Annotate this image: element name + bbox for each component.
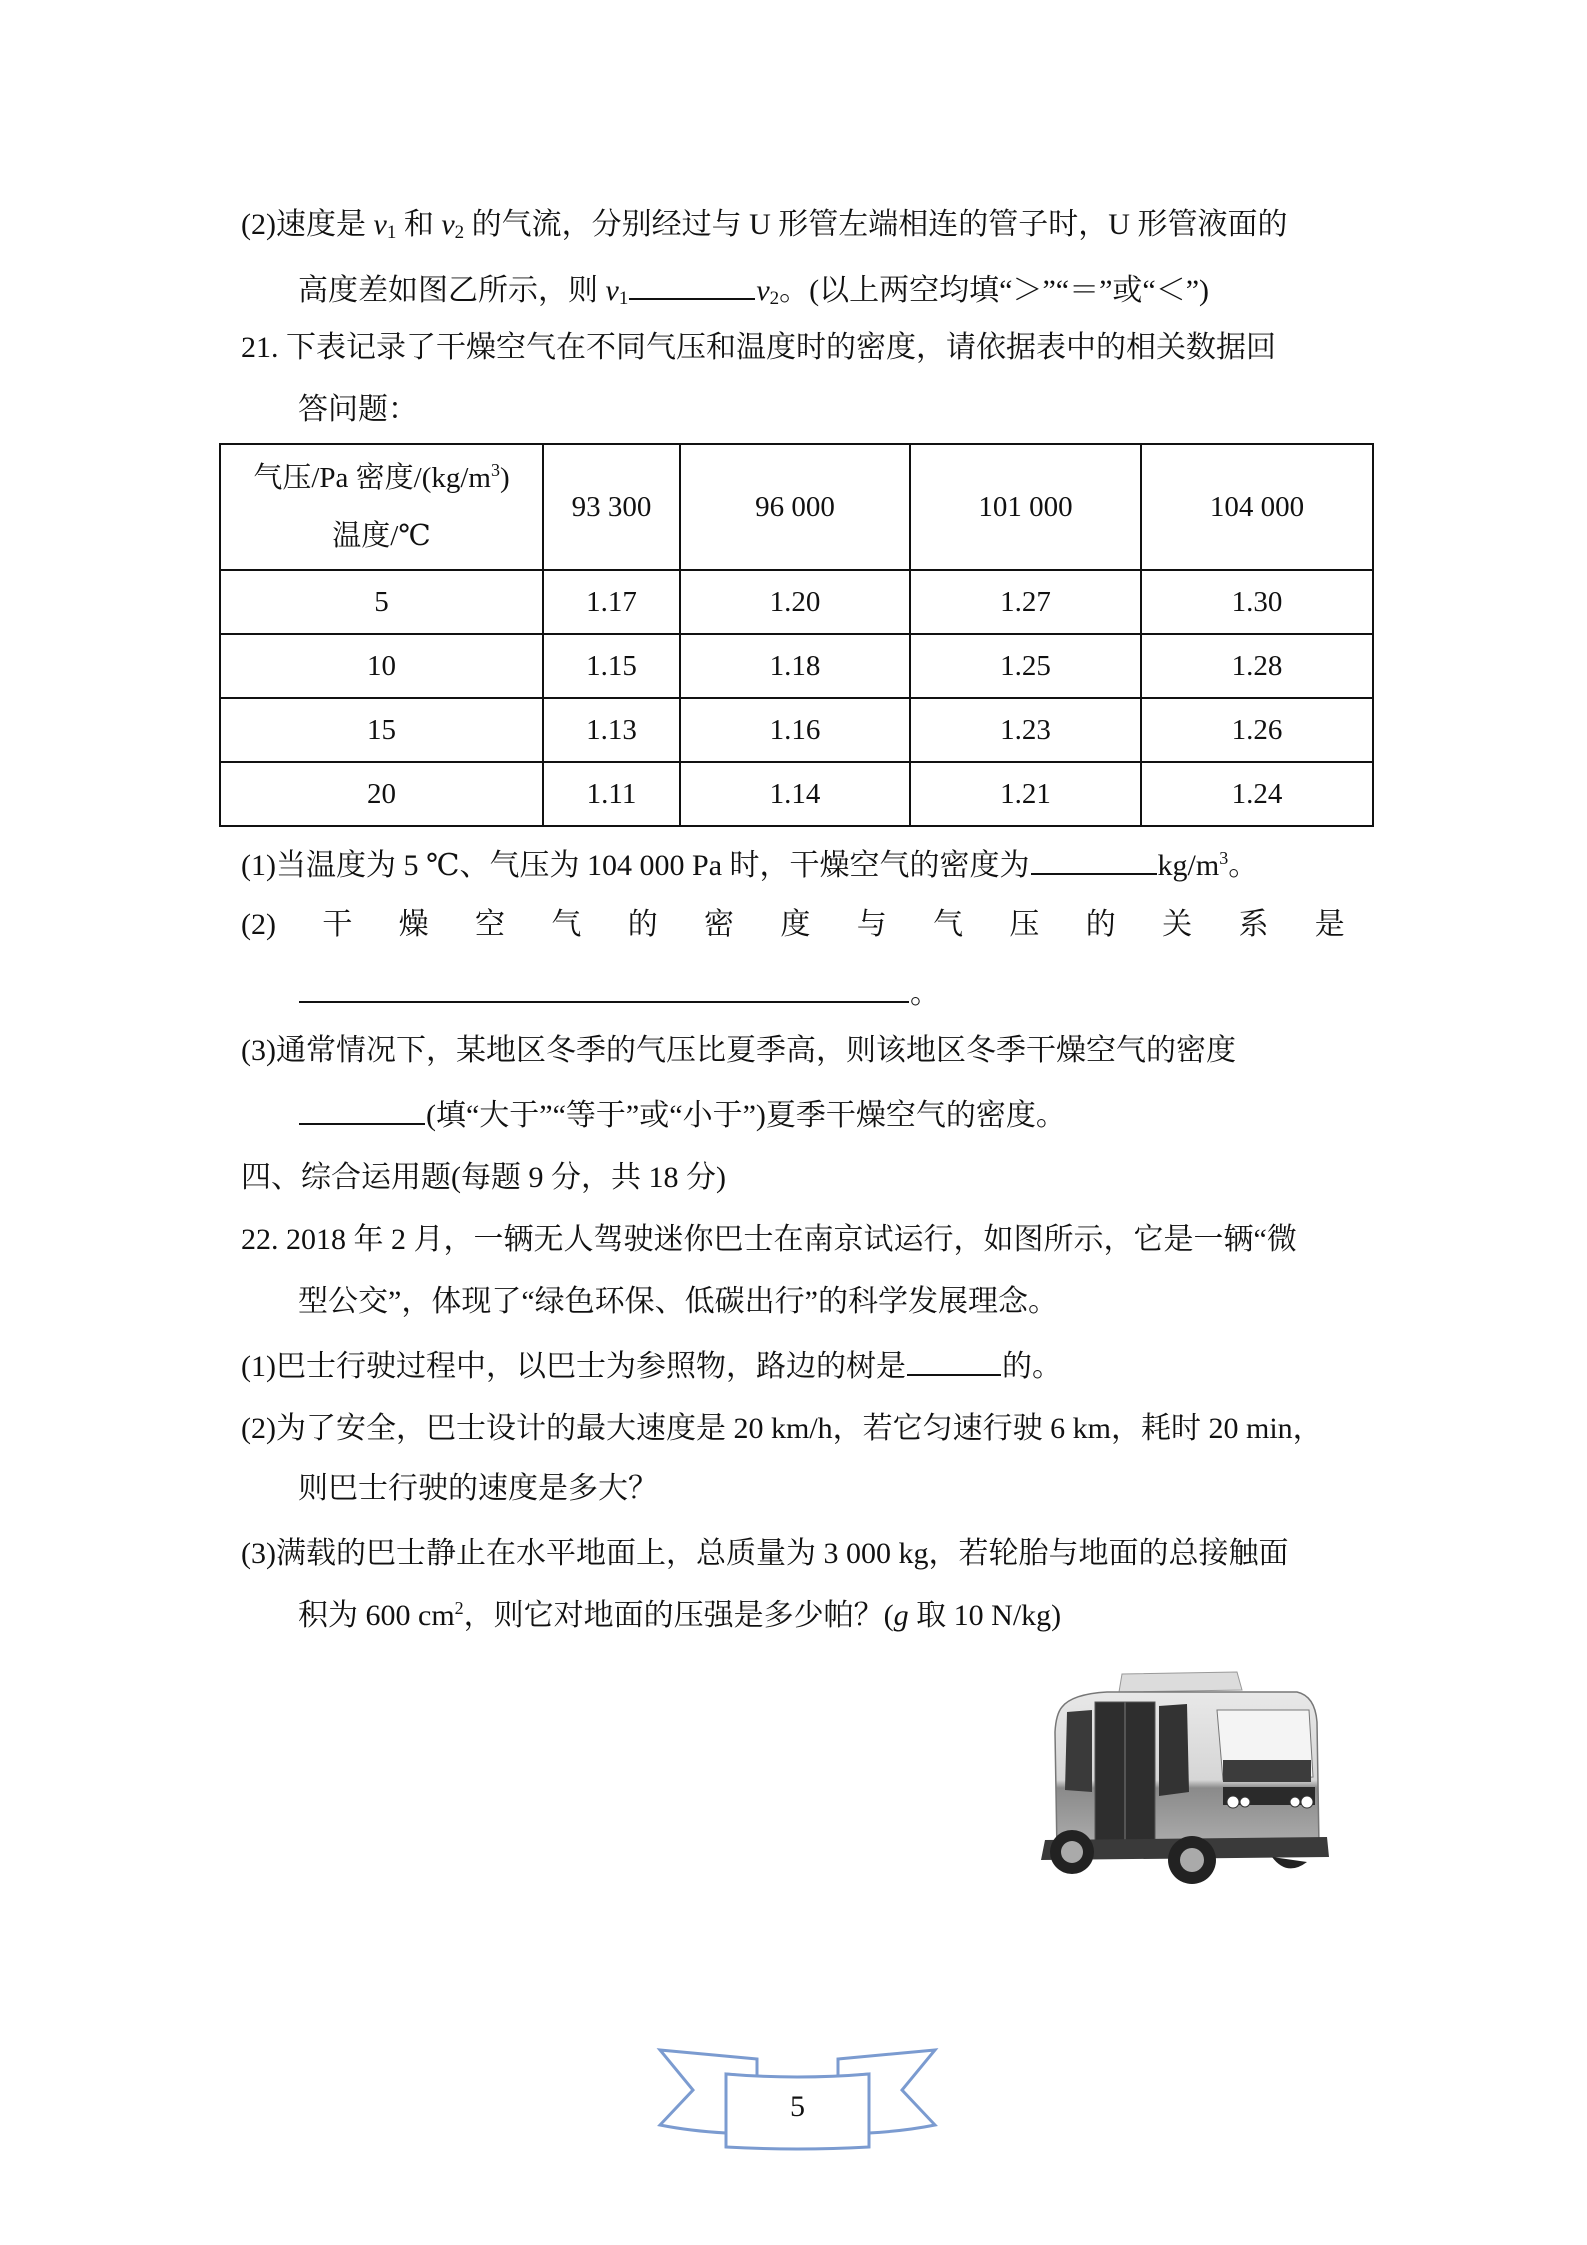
table-header-row xyxy=(220,444,1373,570)
temperature-cell: 5 xyxy=(220,570,543,634)
pressure-header: 104 000 xyxy=(1141,444,1373,570)
density-cell: 1.16 xyxy=(680,698,910,762)
density-cell: 1.15 xyxy=(543,634,680,698)
density-cell: 1.26 xyxy=(1141,698,1373,762)
q21-part3-line1: (3)通常情况下，某地区冬季的气压比夏季高，则该地区冬季干燥空气的密度 xyxy=(241,1034,1236,1067)
temperature-cell: 15 xyxy=(220,698,543,762)
q21-part2-line1: (2) 干 燥 空 气 的 密 度 与 气 压 的 关 系 是 xyxy=(241,908,1345,941)
answer-blank-v1-v2[interactable] xyxy=(629,268,755,300)
density-cell: 1.27 xyxy=(910,570,1141,634)
density-cell: 1.13 xyxy=(543,698,680,762)
q21-stem-line1: 21. 下表记录了干燥空气在不同气压和温度时的密度，请依据表中的相关数据回 xyxy=(241,331,1276,364)
density-cell: 1.30 xyxy=(1141,570,1373,634)
q20-part2-line1: (2)速度是 $v_1$ 和 $v_2$ 的气流，分别经过与 U 形管左端相连的管子时，U 形管液面的 xyxy=(241,208,1288,243)
density-cell: 1.14 xyxy=(680,762,910,826)
density-cell: 1.28 xyxy=(1141,634,1373,698)
table-row xyxy=(220,570,1373,634)
minibus-figure xyxy=(1027,1662,1332,1892)
pressure-header: 101 000 xyxy=(910,444,1141,570)
density-table xyxy=(219,443,1374,827)
q22-stem-line2: 型公交”，体现了“绿色环保、低碳出行”的科学发展理念。 xyxy=(298,1285,1058,1318)
q21-stem-line2: 答问题： xyxy=(298,393,418,426)
density-cell: 1.24 xyxy=(1141,762,1373,826)
q22-part2-line1: (2)为了安全，巴士设计的最大速度是 20 km/h，若它匀速行驶 6 km，耗时 20 min， xyxy=(241,1412,1323,1445)
q22-part3-line1: (3)满载的巴士静止在水平地面上，总质量为 3 000 kg，若轮胎与地面的总接触面 xyxy=(241,1537,1289,1570)
pressure-header: 93 300 xyxy=(543,444,680,570)
density-cell: 1.18 xyxy=(680,634,910,698)
pressure-header: 96 000 xyxy=(680,444,910,570)
density-cell: 1.25 xyxy=(910,634,1141,698)
answer-blank-density[interactable] xyxy=(1031,843,1157,875)
bus-illustration-icon xyxy=(1027,1662,1332,1892)
density-cell: 1.23 xyxy=(910,698,1141,762)
answer-blank-compare[interactable] xyxy=(299,1093,425,1125)
q22-part2-line2: 则巴士行驶的速度是多大？ xyxy=(298,1472,658,1505)
answer-blank-motion[interactable] xyxy=(907,1344,1001,1376)
q22-stem-line1: 22. 2018 年 2 月，一辆无人驾驶迷你巴士在南京试运行，如图所示，它是一辆“微 xyxy=(241,1223,1297,1256)
q22-part1: (1)巴士行驶过程中，以巴士为参照物，路边的树是 的。 xyxy=(241,1344,1345,1384)
temperature-cell: 20 xyxy=(220,762,543,826)
answer-blank-relationship[interactable] xyxy=(299,971,909,1003)
density-cell: 1.11 xyxy=(543,762,680,826)
density-cell: 1.20 xyxy=(680,570,910,634)
table-row xyxy=(220,634,1373,698)
q22-part3-line2: 积为 600 $cm^2$，则它对地面的压强是多少帕？(g 取 10 N/kg) xyxy=(298,1598,1062,1632)
section-title: 四、综合运用题(每题 9 分，共 18 分) xyxy=(241,1161,726,1194)
density-cell: 1.21 xyxy=(910,762,1141,826)
q20-part2-line2: 高度差如图乙所示，则 $v_1$ $v_2$。(以上两空均填“＞”“＝”或“＜”) xyxy=(298,268,1345,308)
page-number: 5 xyxy=(790,2090,805,2123)
table-corner-header: 气压/Pa 密度$/(kg/m^3)$ 温度/℃ xyxy=(220,444,543,570)
q21-part2-line2: 。 xyxy=(298,971,1345,1011)
q21-part3-line2: (填“大于”“等于”或“小于”)夏季干燥空气的密度。 xyxy=(298,1093,1345,1133)
table-row xyxy=(220,698,1373,762)
q21-part1: (1)当温度为 5 ℃、气压为 104 000 Pa 时，干燥空气的密度为 $kg/m^3$。 xyxy=(241,843,1345,883)
table-row xyxy=(220,762,1373,826)
density-cell: 1.17 xyxy=(543,570,680,634)
temperature-cell: 10 xyxy=(220,634,543,698)
